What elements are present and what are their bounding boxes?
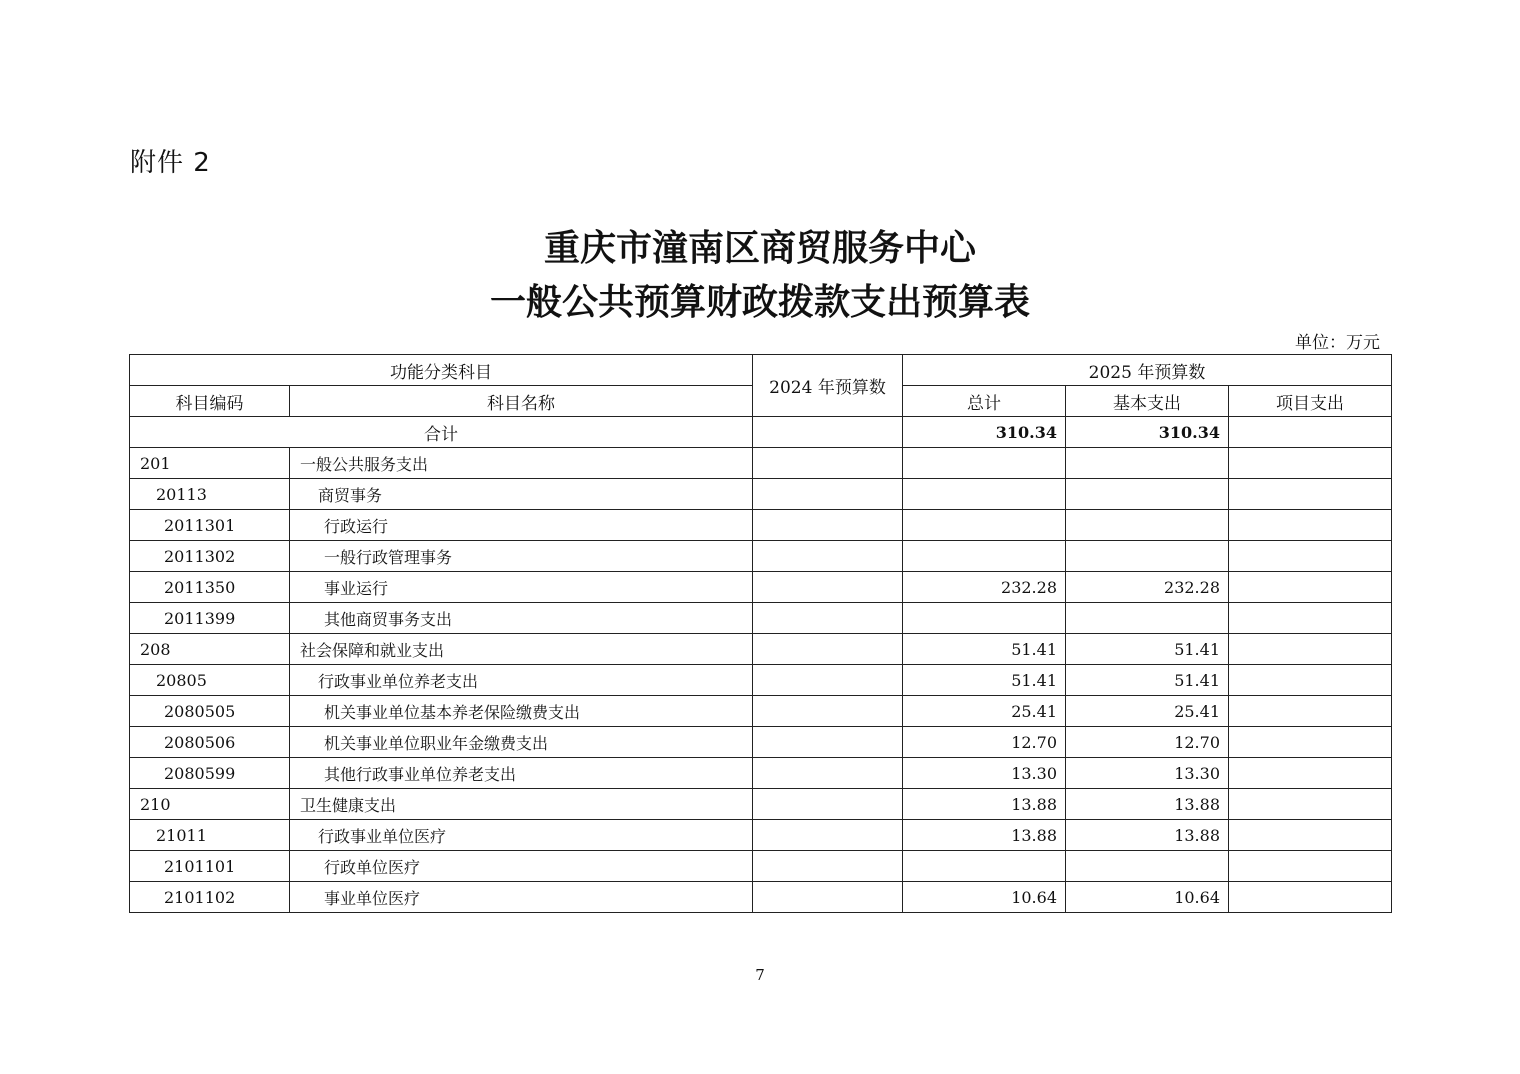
budget-table <box>129 354 1392 913</box>
row-budget-2024 <box>753 789 903 820</box>
summary-label: 合计 <box>130 417 753 448</box>
row-code: 201 <box>130 448 290 479</box>
row-code: 20113 <box>130 479 290 510</box>
row-basic: 51.41 <box>1066 665 1229 696</box>
row-budget-2024 <box>753 572 903 603</box>
row-project <box>1229 727 1392 758</box>
row-code: 2011350 <box>130 572 290 603</box>
row-basic <box>1066 541 1229 572</box>
row-total: 232.28 <box>903 572 1066 603</box>
unit-label: 单位：万元 <box>1295 333 1380 353</box>
header-name: 科目名称 <box>290 386 753 417</box>
table-row <box>130 727 1392 758</box>
row-project <box>1229 510 1392 541</box>
row-code: 2080506 <box>130 727 290 758</box>
row-total <box>903 448 1066 479</box>
table-row <box>130 541 1392 572</box>
row-project <box>1229 758 1392 789</box>
header-code: 科目编码 <box>130 386 290 417</box>
row-code: 210 <box>130 789 290 820</box>
row-budget-2024 <box>753 541 903 572</box>
row-name: 事业运行 <box>290 572 753 603</box>
row-basic <box>1066 479 1229 510</box>
row-code: 2101102 <box>130 882 290 913</box>
row-budget-2024 <box>753 882 903 913</box>
row-basic: 10.64 <box>1066 882 1229 913</box>
table-row <box>130 479 1392 510</box>
row-basic: 13.88 <box>1066 789 1229 820</box>
row-name: 商贸事务 <box>290 479 753 510</box>
table-row <box>130 851 1392 882</box>
row-basic <box>1066 510 1229 541</box>
row-name: 社会保障和就业支出 <box>290 634 753 665</box>
summary-budget-2024 <box>753 417 903 448</box>
row-budget-2024 <box>753 634 903 665</box>
summary-row <box>130 417 1392 448</box>
row-project <box>1229 851 1392 882</box>
row-basic: 12.70 <box>1066 727 1229 758</box>
row-name: 其他商贸事务支出 <box>290 603 753 634</box>
row-total: 13.88 <box>903 789 1066 820</box>
page-number: 7 <box>755 966 765 984</box>
row-name: 机关事业单位基本养老保险缴费支出 <box>290 696 753 727</box>
row-name: 行政运行 <box>290 510 753 541</box>
row-budget-2024 <box>753 727 903 758</box>
row-total <box>903 603 1066 634</box>
row-code: 21011 <box>130 820 290 851</box>
attachment-label: 附件 2 <box>130 148 211 178</box>
row-budget-2024 <box>753 479 903 510</box>
row-basic: 13.30 <box>1066 758 1229 789</box>
row-name: 一般公共服务支出 <box>290 448 753 479</box>
table-row <box>130 820 1392 851</box>
row-name: 行政事业单位养老支出 <box>290 665 753 696</box>
page-title-line2: 一般公共预算财政拨款支出预算表 <box>489 281 1030 323</box>
row-project <box>1229 820 1392 851</box>
table-row <box>130 758 1392 789</box>
row-project <box>1229 789 1392 820</box>
header-budget-2024: 2024 年预算数 <box>753 355 903 417</box>
table-row <box>130 665 1392 696</box>
row-name: 事业单位医疗 <box>290 882 753 913</box>
row-project <box>1229 572 1392 603</box>
row-total: 12.70 <box>903 727 1066 758</box>
row-total: 13.88 <box>903 820 1066 851</box>
row-code: 20805 <box>130 665 290 696</box>
row-total: 25.41 <box>903 696 1066 727</box>
row-total <box>903 541 1066 572</box>
row-budget-2024 <box>753 665 903 696</box>
table-row <box>130 572 1392 603</box>
row-project <box>1229 665 1392 696</box>
row-basic: 51.41 <box>1066 634 1229 665</box>
row-total: 51.41 <box>903 634 1066 665</box>
row-project <box>1229 696 1392 727</box>
row-code: 2011302 <box>130 541 290 572</box>
row-total <box>903 851 1066 882</box>
summary-project <box>1229 417 1392 448</box>
row-code: 2011399 <box>130 603 290 634</box>
row-name: 机关事业单位职业年金缴费支出 <box>290 727 753 758</box>
page-title-line1: 重庆市潼南区商贸服务中心 <box>543 227 976 269</box>
row-budget-2024 <box>753 603 903 634</box>
row-code: 2080599 <box>130 758 290 789</box>
row-project <box>1229 634 1392 665</box>
row-name: 其他行政事业单位养老支出 <box>290 758 753 789</box>
row-project <box>1229 603 1392 634</box>
row-basic <box>1066 851 1229 882</box>
row-name: 行政单位医疗 <box>290 851 753 882</box>
row-basic: 13.88 <box>1066 820 1229 851</box>
header-basic: 基本支出 <box>1066 386 1229 417</box>
row-basic: 25.41 <box>1066 696 1229 727</box>
table-row <box>130 634 1392 665</box>
table-row <box>130 882 1392 913</box>
row-code: 2080505 <box>130 696 290 727</box>
row-name: 一般行政管理事务 <box>290 541 753 572</box>
table-row <box>130 696 1392 727</box>
row-code: 2011301 <box>130 510 290 541</box>
row-budget-2024 <box>753 510 903 541</box>
row-project <box>1229 448 1392 479</box>
row-total: 10.64 <box>903 882 1066 913</box>
row-total <box>903 479 1066 510</box>
row-total <box>903 510 1066 541</box>
row-project <box>1229 882 1392 913</box>
row-code: 2101101 <box>130 851 290 882</box>
row-total: 13.30 <box>903 758 1066 789</box>
row-total: 51.41 <box>903 665 1066 696</box>
row-budget-2024 <box>753 851 903 882</box>
row-project <box>1229 541 1392 572</box>
row-budget-2024 <box>753 758 903 789</box>
table-row <box>130 789 1392 820</box>
table-row <box>130 603 1392 634</box>
header-functional-category: 功能分类科目 <box>130 355 753 386</box>
row-basic <box>1066 603 1229 634</box>
row-basic <box>1066 448 1229 479</box>
header-project: 项目支出 <box>1229 386 1392 417</box>
row-name: 卫生健康支出 <box>290 789 753 820</box>
row-basic: 232.28 <box>1066 572 1229 603</box>
row-project <box>1229 479 1392 510</box>
table-row <box>130 448 1392 479</box>
row-budget-2024 <box>753 448 903 479</box>
summary-basic: 310.34 <box>1066 417 1229 448</box>
row-budget-2024 <box>753 696 903 727</box>
summary-total: 310.34 <box>903 417 1066 448</box>
header-budget-2025: 2025 年预算数 <box>903 355 1392 386</box>
row-name: 行政事业单位医疗 <box>290 820 753 851</box>
row-code: 208 <box>130 634 290 665</box>
row-budget-2024 <box>753 820 903 851</box>
table-row <box>130 510 1392 541</box>
header-total: 总计 <box>903 386 1066 417</box>
